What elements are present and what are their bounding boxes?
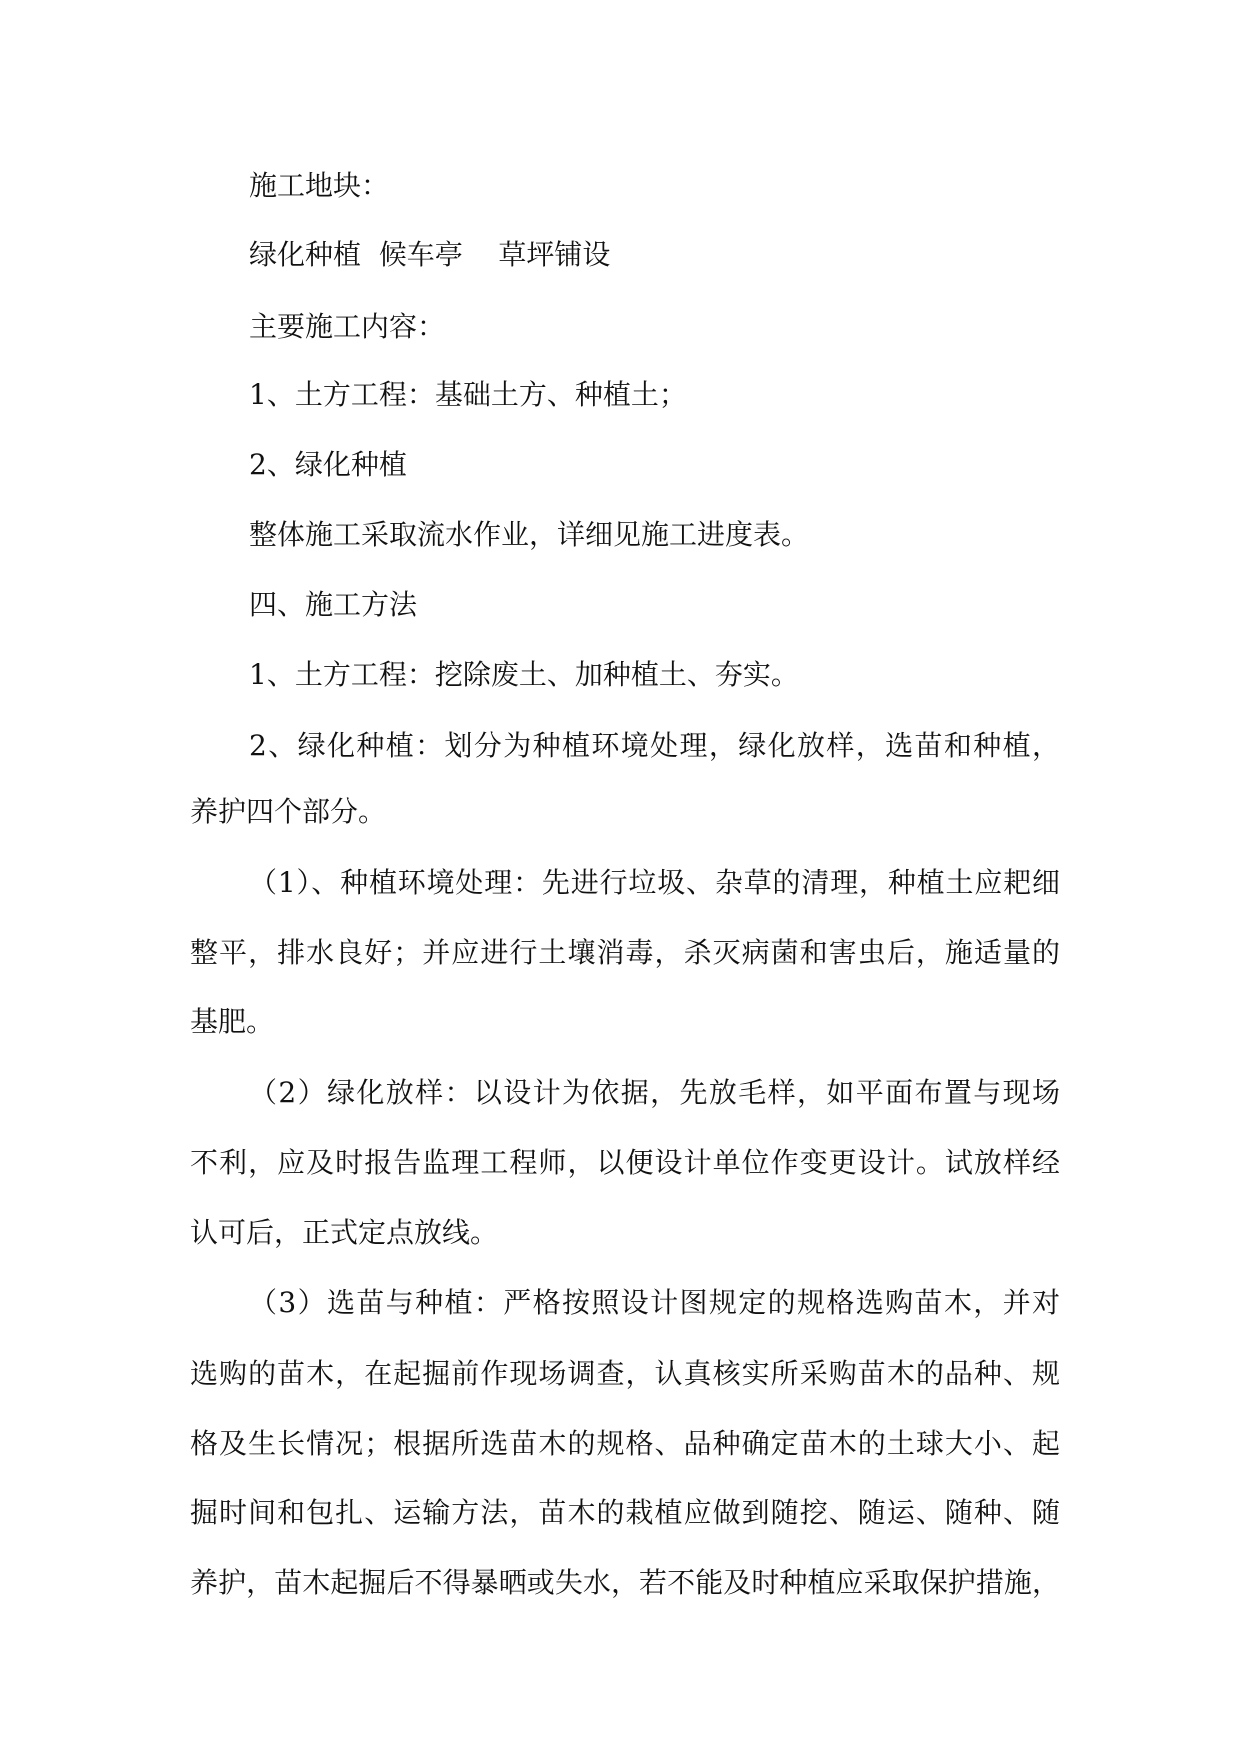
method-planting-line: 格及生长情况；根据所选苗木的规格、品种确定苗木的土球大小、起: [190, 1427, 1060, 1460]
method-layout-line: 认可后，正式定点放线。: [190, 1216, 499, 1249]
heading-main-content: 主要施工内容：: [249, 310, 446, 343]
method-planting-line: （3）选苗与种植：严格按照设计图规定的规格选购苗木，并对: [249, 1286, 1060, 1319]
method-layout-line: （2）绿化放样：以设计为依据，先放毛样，如平面布置与现场: [249, 1076, 1060, 1109]
method-greening-line: 2、绿化种植：划分为种植环境处理，绿化放样，选苗和种植，: [249, 729, 1060, 762]
flow-note: 整体施工采取流水作业，详细见施工进度表。: [249, 518, 810, 551]
heading-construction-site: 施工地块：: [249, 169, 390, 202]
method-environment-line: 整平，排水良好；并应进行土壤消毒，杀灭病菌和害虫后，施适量的: [190, 936, 1060, 969]
content-item: 2、绿化种植: [249, 448, 407, 481]
method-planting-line: 掘时间和包扎、运输方法，苗木的栽植应做到随挖、随运、随种、随: [190, 1496, 1060, 1529]
method-environment-line: 基肥。: [190, 1005, 275, 1038]
content-item: 1、土方工程：基础土方、种植土；: [249, 378, 687, 411]
method-earthwork: 1、土方工程：挖除废土、加种植土、夯实。: [249, 658, 799, 691]
method-planting-line: 选购的苗木，在起掘前作现场调查，认真核实所采购苗木的品种、规: [190, 1357, 1060, 1390]
site-list: 绿化种植 候车亭 草坪铺设: [249, 238, 611, 271]
method-planting-line: 养护，苗木起掘后不得暴晒或失水，若不能及时种植应采取保护措施，: [190, 1566, 1060, 1599]
method-environment-line: （1）、种植环境处理：先进行垃圾、杂草的清理，种植土应耙细: [249, 866, 1060, 899]
method-greening-line: 养护四个部分。: [190, 795, 387, 828]
method-layout-line: 不利，应及时报告监理工程师，以便设计单位作变更设计。试放样经: [190, 1146, 1060, 1179]
section-title: 四、施工方法: [249, 588, 418, 621]
